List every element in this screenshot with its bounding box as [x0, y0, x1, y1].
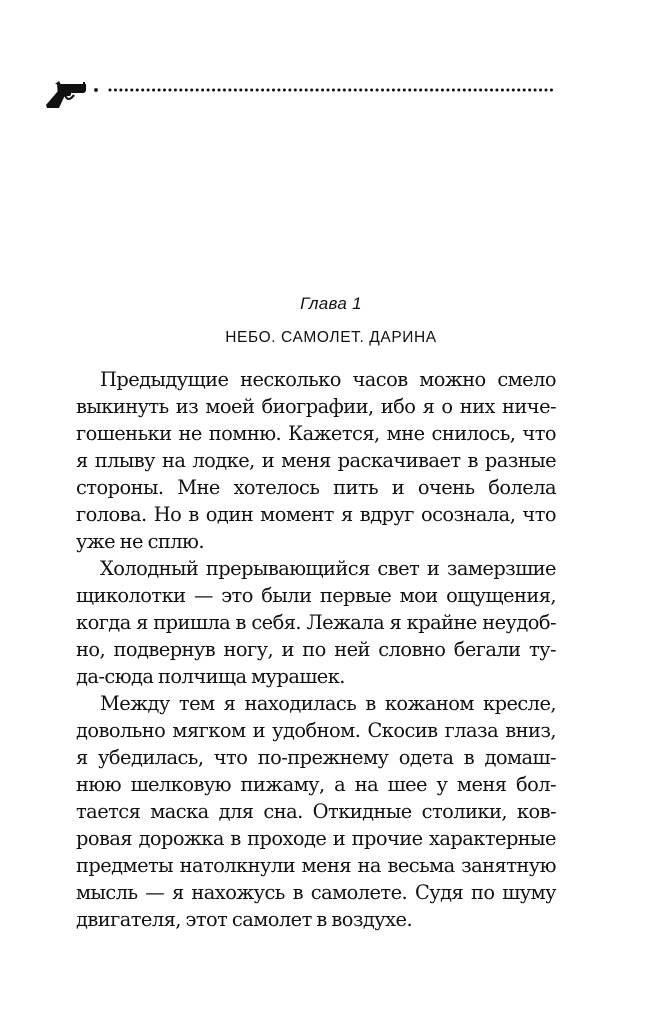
leader-dot [277, 89, 280, 92]
leader-dot [228, 89, 231, 92]
leader-dot [495, 89, 498, 92]
text-line: щиколотки — это были первые мои ощущения, [76, 584, 556, 607]
text-line: Между тем я находилась в кожаном кресле, [100, 692, 556, 715]
leader-dot [386, 89, 389, 92]
leader-dot [446, 89, 449, 92]
leader-dot [305, 89, 308, 92]
leader-dot [365, 89, 368, 92]
leader-dot [272, 89, 275, 92]
leader-dot [196, 89, 199, 92]
leader-dot [490, 89, 493, 92]
text-line: когда я пришла в себя. Лежала я крайне неудоб- [76, 611, 556, 634]
leader-dot [425, 89, 428, 92]
text-line: Предыдущие несколько часов можно смело [100, 368, 556, 391]
leader-dot [223, 89, 226, 92]
leader-dot [430, 89, 433, 92]
leader-dot [109, 89, 112, 92]
leader-dot [436, 89, 439, 92]
leader-dot [452, 89, 455, 92]
text-line: нюю шелковую пижаму, а на шее у меня бол- [76, 773, 556, 796]
text-line: уже не сплю. [76, 530, 204, 553]
leader-dot [545, 89, 548, 92]
leader-dot [403, 89, 406, 92]
leader-dot [163, 89, 166, 92]
text-line: я убедилась, что по-прежнему одета в домаш- [76, 746, 556, 769]
leader-dot [256, 89, 259, 92]
leader-dot [218, 89, 221, 92]
leader-dot [288, 89, 291, 92]
leader-dot [327, 89, 330, 92]
leader-dot [185, 89, 188, 92]
text-line: ровая дорожка в проходе и прочие характерные [76, 827, 556, 850]
leader-dot [212, 89, 215, 92]
leader-dot [370, 89, 373, 92]
dot-leader [94, 88, 556, 92]
leader-dot [419, 89, 422, 92]
leader-dot [534, 89, 537, 92]
leader-dot [343, 89, 346, 92]
leader-dot [523, 89, 526, 92]
leader-dot [114, 89, 117, 92]
leader-dot [381, 89, 384, 92]
text-line: стороны. Мне хотелось пить и очень болела [76, 476, 556, 499]
leader-dot [463, 89, 466, 92]
leader-dot [474, 89, 477, 92]
leader-dot [316, 89, 319, 92]
leader-dot [207, 89, 210, 92]
leader-dot [283, 89, 286, 92]
text-line: предметы натолкнули меня на весьма занятную [76, 854, 556, 877]
leader-dot [408, 89, 411, 92]
leader-dot [174, 89, 177, 92]
text-line: но, подвернув ногу, и по ней словно бегали ту- [76, 638, 556, 661]
leader-dot [299, 89, 302, 92]
text-line: мысль — я нахожусь в самолете. Судя по шуму [76, 881, 556, 904]
leader-dot [250, 89, 253, 92]
leader-dot [136, 89, 139, 92]
leader-dot [468, 89, 471, 92]
leader-dot [190, 89, 193, 92]
text-line: тается маска для сна. Откидные столики, ков- [76, 800, 556, 823]
text-line: да-сюда полчища мурашек. [76, 665, 345, 688]
leader-dot [479, 89, 482, 92]
leader-dot [310, 89, 313, 92]
leader-dot [147, 89, 150, 92]
text-line: голова. Но в один момент я вдруг осознала, что [76, 503, 556, 526]
leader-dot [245, 89, 248, 92]
leader-dot [512, 89, 515, 92]
leader-dot [506, 89, 509, 92]
leader-dot [485, 89, 488, 92]
chapter-title: НЕБО. САМОЛЕТ. ДАРИНА [225, 329, 437, 346]
leader-dot [359, 89, 362, 92]
leader-dot [179, 89, 182, 92]
text-line: я плыву на лодке, и меня раскачивает в разные [76, 449, 556, 472]
leader-dot [354, 89, 357, 92]
leader-dot [392, 89, 395, 92]
leader-dot [152, 89, 155, 92]
text-line: двигателя, этот самолет в воздухе. [76, 908, 413, 931]
leader-dot [261, 89, 264, 92]
leader-dot [501, 89, 504, 92]
leader-dot [321, 89, 324, 92]
header-ornament [44, 78, 564, 112]
leader-dot [141, 89, 144, 92]
leader-dot [168, 89, 171, 92]
leader-dot [332, 89, 335, 92]
leader-dot [267, 89, 270, 92]
leader-dot [239, 89, 242, 92]
leader-dot [528, 89, 531, 92]
leader-dot [539, 89, 542, 92]
leader-dot [348, 89, 351, 92]
leader-dot [130, 89, 133, 92]
leader-dot [457, 89, 460, 92]
leader-dot [376, 89, 379, 92]
body-text [76, 366, 556, 933]
leader-dot [517, 89, 520, 92]
leader-dot [201, 89, 204, 92]
text-line: довольно мягком и удобном. Скосив глаза вниз, [76, 719, 556, 742]
leader-dot [550, 89, 553, 92]
leader-dot [234, 89, 237, 92]
leader-dot [119, 89, 122, 92]
leader-dot [294, 89, 297, 92]
text-line: выкинуть из моей биографии, ибо я о них ниче- [76, 395, 556, 418]
text-line: гошеньки не помню. Кажется, мне снилось, что [76, 422, 556, 445]
leader-dot [158, 89, 161, 92]
leader-dot [125, 89, 128, 92]
leader-dot [337, 89, 340, 92]
leader-dot [414, 89, 417, 92]
revolver-icon [44, 78, 86, 112]
leader-dot [441, 89, 444, 92]
leader-dot [397, 89, 400, 92]
chapter-number: Глава 1 [300, 294, 362, 313]
text-line: Холодный прерывающийся свет и замерзшие [100, 557, 556, 580]
